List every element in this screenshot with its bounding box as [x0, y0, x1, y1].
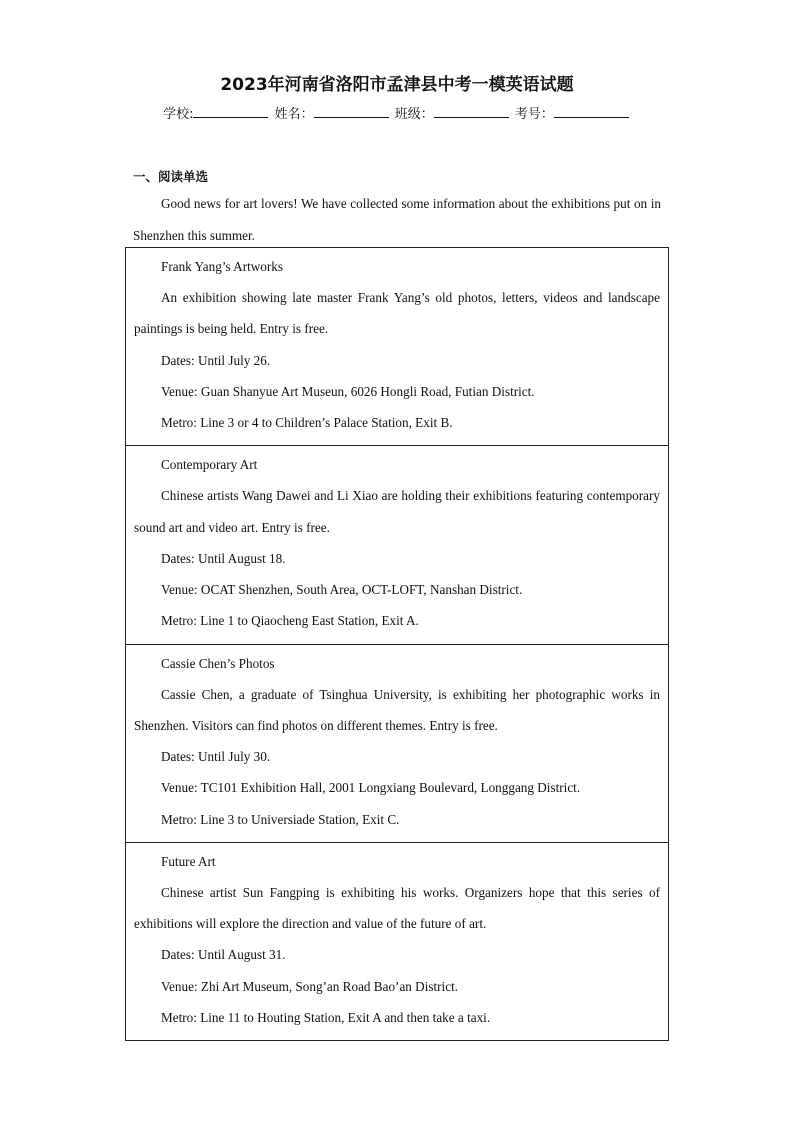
table-row: [126, 446, 669, 644]
page-title: 2023年河南省洛阳市孟津县中考一模英语试题: [220, 75, 574, 95]
exhibition-metro: Metro: Line 1 to Qiaocheng East Station, Exit A.: [161, 613, 419, 629]
exam-number-blank[interactable]: [554, 105, 629, 118]
class-label: 班级：: [394, 107, 434, 122]
exhibition-metro: Metro: Line 11 to Houting Station, Exit A and then take a taxi.: [161, 1009, 491, 1025]
exhibition-venue: Venue: TC101 Exhibition Hall, 2001 Longxiang Boulevard, Longgang District.: [161, 780, 581, 796]
exhibition-metro: Metro: Line 3 or 4 to Children’s Palace Station, Exit B.: [161, 415, 453, 431]
section-heading: 一、阅读单选: [133, 169, 209, 184]
exhibition-venue: Venue: Guan Shanyue Art Museun, 6026 Hongli Road, Futian District.: [161, 383, 535, 399]
table-row: [126, 644, 669, 842]
exhibition-description: Chinese artists Wang Dawei and Li Xiao are holding their exhibitions featuring contemporary sound art and video art. Entry is free.: [134, 488, 660, 535]
intro-paragraph: Good news for art lovers! We have collected some information about the exhibitions put on in Shenzhen this summer.: [133, 196, 661, 243]
exhibition-cell: [126, 446, 669, 644]
name-blank[interactable]: [314, 105, 389, 118]
school-label: 学校:: [163, 107, 194, 122]
exhibition-name: Contemporary Art: [161, 457, 258, 473]
school-blank[interactable]: [193, 105, 268, 118]
exhibition-description: Cassie Chen, a graduate of Tsinghua University, is exhibiting her photographic works in Shenzhen. Visitors can find photos on different themes. Entry is free.: [134, 686, 660, 733]
exhibition-dates: Dates: Until August 18.: [161, 550, 286, 566]
exhibition-name: Cassie Chen’s Photos: [161, 655, 275, 671]
exhibition-name: Frank Yang’s Artworks: [161, 259, 283, 274]
exhibition-metro: Metro: Line 3 to Universiade Station, Exit C.: [161, 811, 400, 827]
exhibition-cell: [126, 644, 669, 842]
exhibition-name: Future Art: [161, 853, 216, 869]
exhibition-cell: [126, 842, 669, 1040]
name-label: 姓名：: [274, 107, 314, 122]
exhibition-venue: Venue: OCAT Shenzhen, South Area, OCT-LOFT, Nanshan District.: [161, 582, 523, 598]
exhibition-venue: Venue: Zhi Art Museum, Song’an Road Bao’an District.: [161, 978, 459, 994]
table-row: [126, 842, 669, 1040]
student-info-line: [0, 103, 794, 122]
class-blank[interactable]: [434, 105, 509, 118]
exhibition-dates: Dates: Until August 31.: [161, 947, 286, 963]
table-row: [126, 248, 669, 446]
exhibition-dates: Dates: Until July 26.: [161, 352, 271, 368]
exhibitions-table: [125, 247, 669, 1041]
exhibition-cell: [126, 248, 669, 446]
exhibition-description: Chinese artist Sun Fangping is exhibiting his works. Organizers hope that this series of exhibitions will explore the direction and value of the future of art.: [134, 884, 660, 932]
exhibition-description: An exhibition showing late master Frank Yang’s old photos, letters, videos and landscape paintings is being held. Entry is free.: [134, 290, 660, 337]
exhibition-dates: Dates: Until July 30.: [161, 749, 271, 765]
exam-number-label: 考号：: [514, 107, 554, 122]
